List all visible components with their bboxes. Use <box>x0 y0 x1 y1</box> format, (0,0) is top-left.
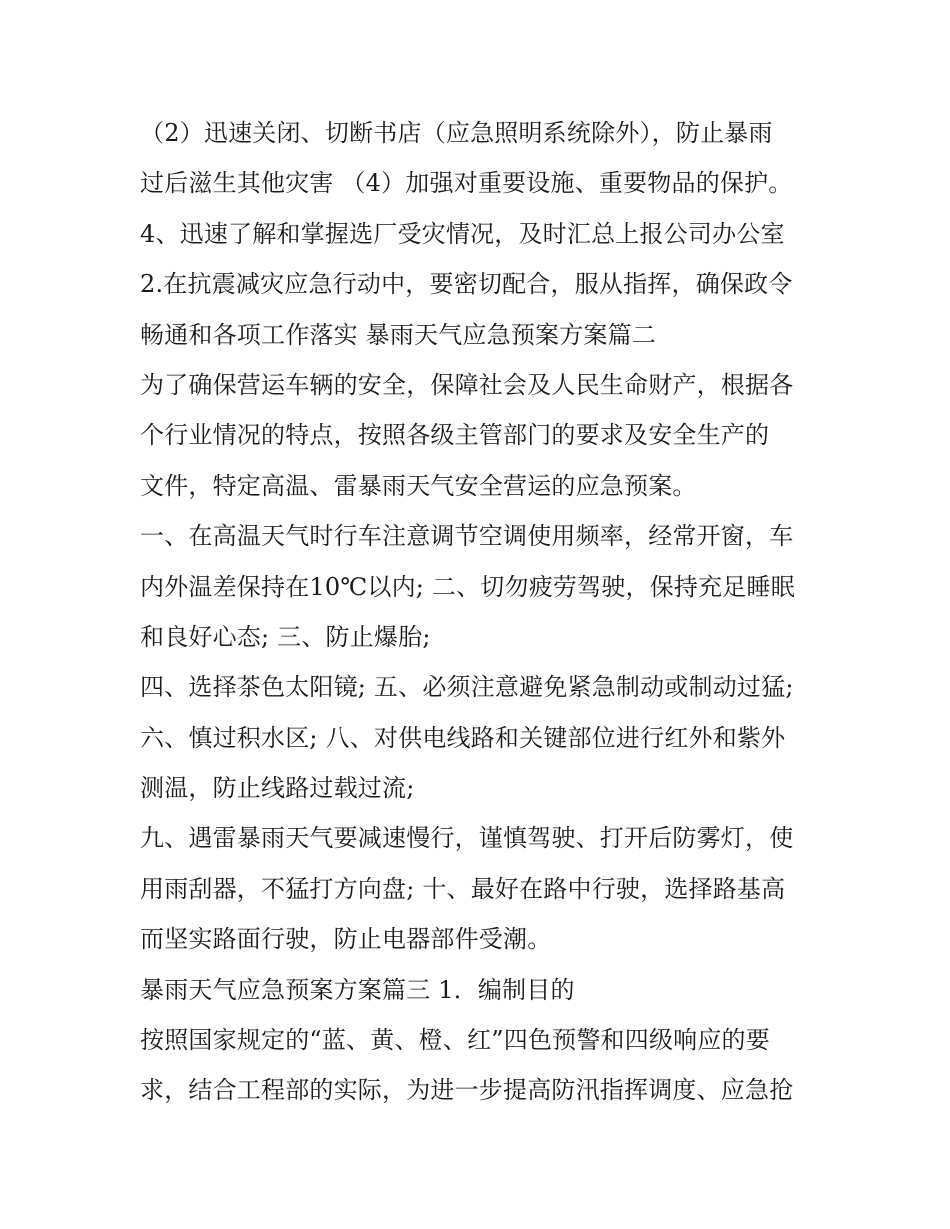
text-line: 畅通和各项工作落实 暴雨天气应急预案方案篇二 <box>140 320 657 349</box>
text-line: 2.在抗震减灾应急行动中，要密切配合，服从指挥，确保政令 <box>140 270 793 299</box>
text-line: 过后滋生其他灾害 （4）加强对重要设施、重要物品的保护。 <box>140 169 793 198</box>
text-line: 九、遇雷暴雨天气要减速慢行，谨慎驾驶、打开后防雾灯，使 <box>140 824 794 853</box>
text-line: 和良好心态; 三、防止爆胎; <box>140 622 431 651</box>
section-heading: 暴雨天气应急预案方案篇三 1．编制目的 <box>140 975 575 1004</box>
text-line: （2）迅速关闭、切断书店（应急照明系统除外），防止暴雨 <box>140 119 773 147</box>
text-line: 六、慎过积水区; 八、对供电线路和关键部位进行红外和紫外 <box>140 723 786 752</box>
text-line: 为了确保营运车辆的安全，保障社会及人民生命财产，根据各 <box>140 370 794 399</box>
text-line: 4、迅速了解和掌握选厂受灾情况，及时汇总上报公司办公室 <box>140 219 785 248</box>
text-line: 用雨刮器，不猛打方向盘; 十、最好在路中行驶，选择路基高 <box>140 874 786 903</box>
text-line: 内外温差保持在10℃以内; 二、切勿疲劳驾驶，保持充足睡眠 <box>140 572 795 601</box>
text-line: 文件，特定高温、雷暴雨天气安全营运的应急预案。 <box>140 471 697 500</box>
text-line: 一、在高温天气时行车注意调节空调使用频率，经常开窗，车 <box>140 522 794 551</box>
text-line: 按照国家规定的“蓝、黄、橙、红”四色预警和四级响应的要 <box>140 1026 770 1055</box>
text-line: 个行业情况的特点，按照各级主管部门的要求及安全生产的 <box>140 421 770 450</box>
text-line: 四、选择茶色太阳镜; 五、必须注意避免紧急制动或制动过猛; <box>140 673 794 702</box>
text-line: 而坚实路面行驶，防止电器部件受潮。 <box>140 925 552 954</box>
text-line: 测温，防止线路过载过流; <box>140 774 415 803</box>
document-body <box>140 108 830 1116</box>
text-line: 求，结合工程部的实际，为进一步提高防汛指挥调度、应急抢 <box>140 1076 794 1105</box>
